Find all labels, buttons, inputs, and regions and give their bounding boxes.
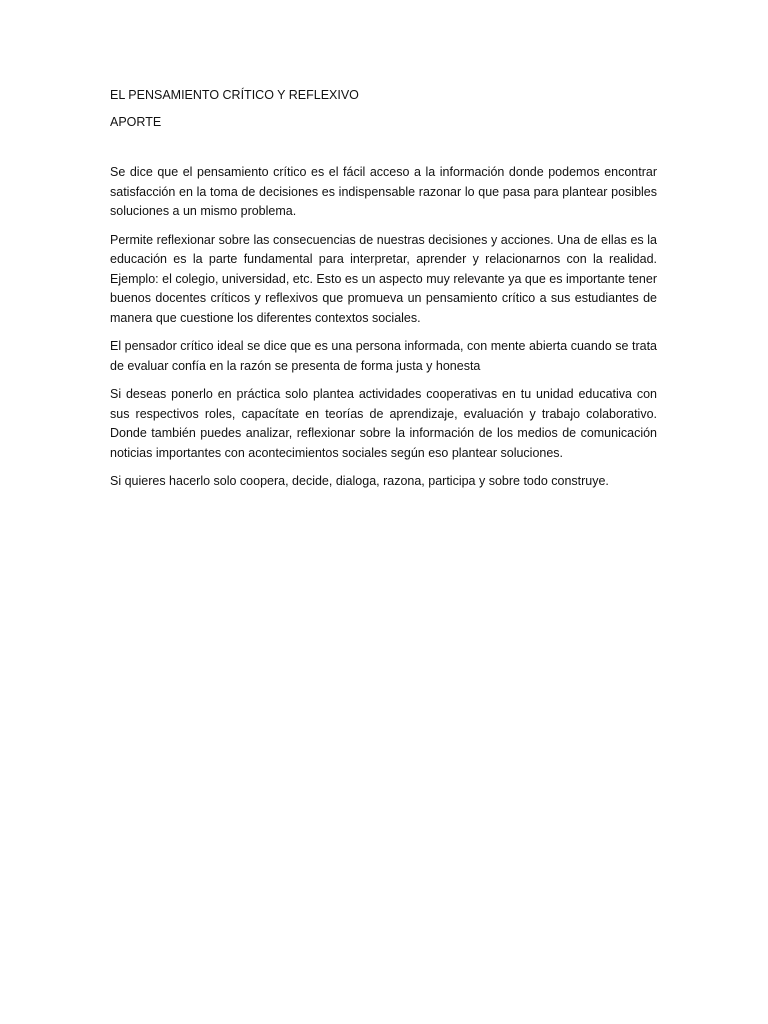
document-title: EL PENSAMIENTO CRÍTICO Y REFLEXIVO	[110, 88, 359, 102]
document-body	[110, 86, 657, 501]
paragraph-5: Si quieres hacerlo solo coopera, decide, dialoga, razona, participa y sobre todo construye.	[110, 474, 609, 488]
paragraph-2: Permite reflexionar sobre las consecuencias de nuestras decisiones y acciones. Una de ellas es la educación es la parte fundamental para interpretar, aprender y relacionarnos con la realidad. Ejemplo: el colegio, universidad, etc. Esto es un aspecto muy relevante ya que es importante tener buenos docentes críticos y reflexivos que promueva un pensamiento crítico a sus estudiantes de manera que cuestione los diferentes contextos sociales.	[110, 232, 657, 325]
paragraph-4: Si deseas ponerlo en práctica solo plantea actividades cooperativas en tu unidad educativa con sus respectivos roles, capacítate en teorías de aprendizaje, evaluación y trabajo colaborativo. Donde también puedes analizar, reflexionar sobre la información de los medios de comunicación noticias importantes con acontecimientos sociales según eso plantear soluciones.	[110, 387, 657, 460]
paragraph-3: El pensador crítico ideal se dice que es una persona informada, con mente abierta cuando se trata de evaluar confía en la razón se presenta de forma justa y honesta	[110, 339, 657, 373]
document-subtitle: APORTE	[110, 115, 162, 129]
paragraph-1: Se dice que el pensamiento crítico es el fácil acceso a la información donde podemos encontrar satisfacción en la toma de decisiones es indispensable razonar lo que pasa para plantear posibles soluciones a un mismo problema.	[110, 165, 657, 218]
